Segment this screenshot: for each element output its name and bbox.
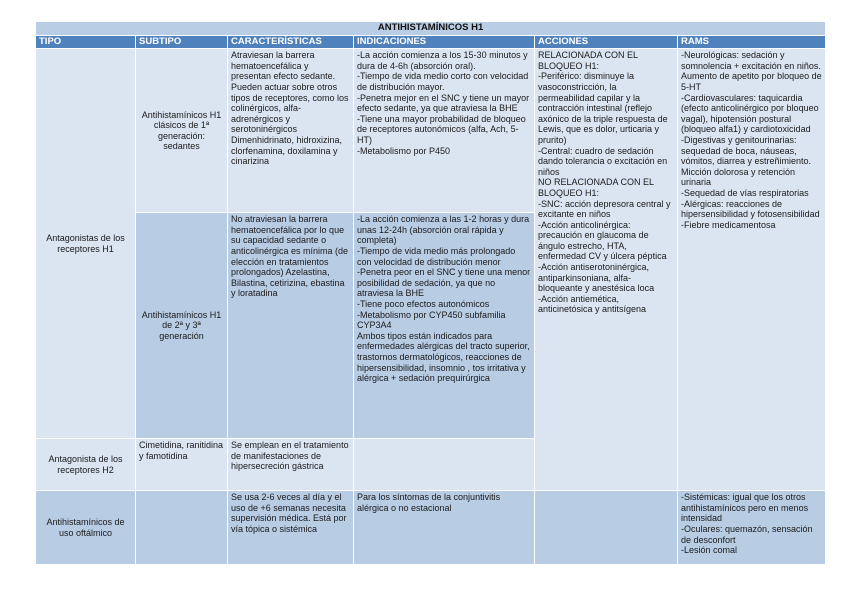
accion-item: RELACIONADA CON EL BLOQUEO H1:	[538, 50, 638, 71]
header-tipo: TIPO	[36, 35, 136, 49]
ram-item: -Alérgicas: reacciones de hipersensibilidad y fotosensibilidad	[681, 198, 820, 220]
tipo-oftalmico: Antihistamínicos de uso oftálmico	[36, 491, 136, 565]
header-indicaciones: INDICACIONES	[354, 35, 535, 49]
subtipo-h2: Cimetidina, ranitidina y famotidina	[136, 439, 228, 491]
indicaciones-oftalmico: Para los síntomas de la conjuntivitis alérgica o no estacional	[354, 491, 535, 565]
rams-h1	[678, 49, 826, 491]
rams-oftalmico	[678, 491, 826, 565]
indicacion-item: -Penetra peor en el SNC y tiene una menor posibilidad de sedación, ya que no atraviesa la BHE	[357, 267, 531, 299]
tipo-h1: Antagonistas de los receptores H1	[36, 49, 136, 439]
ram-item: -Oculares: quemazón, sensación de desconfort	[681, 523, 813, 545]
indicacion-item: -Tiempo de vida medio corto con velocidad de distribución mayor.	[357, 71, 529, 92]
header-caracteristicas: CARACTERÍSTICAS	[228, 35, 354, 49]
accion-item: -Acción anticolinérgica: precaución en glaucoma de ángulo estrecho, HTA, enfermedad CV y úlcera péptica	[538, 219, 667, 262]
indicaciones-segunda	[354, 213, 535, 439]
header-rams: RAMS	[678, 35, 826, 49]
accion-item: -Acción antiemética, anticinetósica y antitsígena	[538, 293, 647, 315]
antihistamines-table-container	[35, 21, 825, 565]
table-title: ANTIHISTAMÍNICOS H1	[36, 22, 826, 36]
caracteristicas-oftalmico: Se usa 2-6 veces al día y el uso de +6 semanas necesita supervisión médica. Está por vía tópica o sistémica	[228, 491, 354, 565]
header-acciones: ACCIONES	[535, 35, 678, 49]
ram-item: -Sistémicas: igual que los otros antihistamínicos pero en menos intensidad	[681, 492, 809, 524]
ram-item: -Sequedad de vías respiratorias	[681, 187, 809, 198]
acciones-h1	[535, 49, 678, 491]
caracteristicas-primera: Atraviesan la barrera hematoencefálica y presentan efecto sedante. Pueden actuar sobre otros tipos de receptores, como los colinérgicos, alfa-adrenérgicos y serotoninérgicos Dimenhidrinato, hidroxizina, clorfenamina, doxilamina y cinarizina	[228, 49, 354, 213]
header-subtipo: SUBTIPO	[136, 35, 228, 49]
subtipo-primera: Antihistamínicos H1 clásicos de 1ª generación: sedantes	[136, 49, 228, 213]
acciones-oftalmico	[535, 491, 678, 565]
accion-item: -Central: cuadro de sedación dando tolerancia o excitación en niños	[538, 145, 668, 177]
ram-item: -Lesión comal	[681, 545, 738, 556]
subtipo-segunda: Antihistamínicos H1 de 2ª y 3ª generación	[136, 213, 228, 439]
indicacion-item: -Tiene una mayor probabilidad de bloqueo de receptores autonómicos (alfa, Ach, 5-HT)	[357, 113, 526, 145]
antihistamines-table	[35, 21, 826, 565]
subtipo-oftalmico	[136, 491, 228, 565]
accion-item: NO RELACIONADA CON EL BLOQUEO H1:	[538, 177, 654, 198]
tipo-h2: Antagonista de los receptores H2	[36, 439, 136, 491]
indicaciones-h2	[354, 439, 535, 491]
ram-item: -Cardiovasculares: taquicardia (efecto anticolinérgico por bloqueo vagal), hipotensión postural (bloqueo alfa1) y cardiotoxicidad	[681, 92, 819, 135]
indicaciones-primera	[354, 49, 535, 213]
indicacion-item: Ambos tipos están indicados para enfermedades alérgicas del tracto superior, trastornos dermatológicos, reacciones de hipersensibilidad, insomnio , tos irritativa y alérgica + sedación prequirúrgica	[357, 330, 530, 384]
indicacion-item: -Tiempo de vida medio más prolongado con velocidad de distribución menor	[357, 245, 516, 267]
accion-item: -Acción antiserotoninérgica, antiparkinsoniana, alfa-bloqueante y anestésica loca	[538, 262, 655, 294]
ram-item: -Neurológicas: sedación y somnolencia + excitación en niños. Aumento de apetito por bloqueo de 5-HT	[681, 50, 822, 92]
ram-item: -Fiebre medicamentosa	[681, 219, 776, 230]
indicacion-item: -La acción comienza a las 1-2 horas y dura unas 12-24h (absorción oral rápida y completa)	[357, 214, 530, 246]
accion-item: -SNC: acción depresora central y excitante en niños	[538, 198, 671, 220]
caracteristicas-segunda: No atraviesan la barrera hematoencefálica por lo que su capacidad sedante o anticolinérgica es mínima (de elección en tratamientos prolongados) Azelastina, Bilastina, cetirizina, ebastina y loratadina	[228, 213, 354, 439]
ram-item: -Digestivas y genitourinarias: sequedad de boca, náuseas, vómitos, diarrea y estreñimiento. Micción dolorosa y retención urinaria	[681, 134, 812, 188]
indicacion-item: -La acción comienza a los 15-30 minutos y dura de 4-6h (absorción oral).	[357, 50, 528, 71]
caracteristicas-h2: Se emplean en el tratamiento de manifestaciones de hipersecreción gástrica	[228, 439, 354, 491]
indicacion-item: -Metabolismo por P450	[357, 145, 451, 156]
indicacion-item: -Tiene poco efectos autonómicos	[357, 298, 490, 309]
accion-item: -Periférico: disminuye la vasoconstricción, la permeabilidad capilar y la contracción intestinal (reflejo axónico de la triple respuesta de Lewis, que es dolor, urticaria y prurito)	[538, 71, 668, 145]
indicacion-item: -Penetra mejor en el SNC y tiene un mayor efecto sedante, ya que atraviesa la BHE	[357, 92, 530, 114]
indicacion-item: -Metabolismo por CYP450 subfamilia CYP3A4	[357, 309, 506, 331]
